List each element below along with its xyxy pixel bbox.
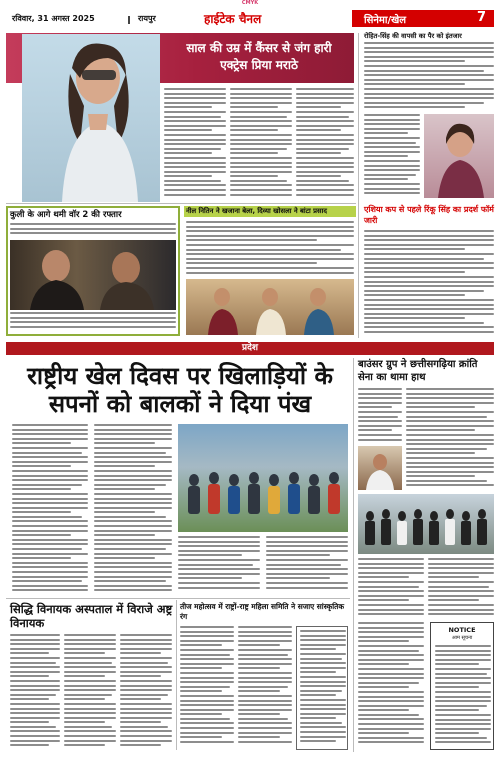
page-number: 7: [476, 10, 486, 25]
masthead-divider-left: [128, 16, 130, 24]
neel-headline: नील नितिन ने खजाना बेला, दिव्या खोसला ने बांटा प्रसाद: [186, 207, 327, 215]
ad-text: [300, 630, 346, 746]
priya-headline: [166, 40, 352, 74]
sports-article-col4: [266, 536, 348, 594]
lower-right-rule: [353, 358, 354, 752]
priya-article-col1: [164, 88, 226, 200]
singh-headline: एशिया कप से पहले रिंकू सिंह का प्रदर्श फॉर्म जारी: [364, 205, 494, 225]
teej-article-col1: [180, 626, 234, 750]
notice-subtitle: आम सूचना: [451, 635, 473, 641]
siddhi-article-col3: [120, 634, 172, 750]
neel-group-art: [186, 279, 354, 335]
upasana-headline: रोहित-सिंह की वापसी का पैर को इंतजार: [364, 32, 462, 40]
bouncer-headline: बाउंसर ग्रुप ने छत्तीसगढ़िया क्रांति सेना का थामा हाथ: [358, 359, 478, 383]
siddhi-article-col2: [64, 634, 116, 750]
priya-photo: [22, 34, 160, 202]
priya-headline-line2: एक्ट्रेस प्रिया मराठे: [220, 58, 298, 72]
teej-rule: [176, 600, 177, 750]
priya-headline-line1: साल की उम्र में कैंसर से जंग हारी: [186, 41, 332, 55]
ad-box: [296, 626, 348, 750]
siddhi-article-col1: [10, 634, 60, 750]
lower-rule: [6, 598, 350, 599]
cast-list: [364, 114, 420, 198]
pradesh-section-title: प्रदेश: [241, 343, 259, 353]
bouncer-inset-photo: [358, 446, 402, 490]
war2-headline: कुली के आगे थमी वॉर 2 की रफ्तार: [10, 210, 122, 220]
bouncer-article-col5: [358, 622, 424, 750]
priya-portrait-art: [22, 34, 160, 202]
paper-name: हाईटेक चैनल: [204, 12, 262, 26]
notice-text: [435, 645, 491, 747]
cmyk-mark: CMYK: [241, 0, 259, 6]
mid-rule: [6, 203, 356, 204]
bouncer-article-col3: [358, 558, 424, 618]
section-title: सिनेमा/खेल: [364, 15, 407, 26]
notice-title: NOTICE: [448, 626, 476, 634]
bouncer-article-col1: [358, 388, 402, 444]
bouncer-inset-art: [358, 446, 402, 490]
sports-article-col1: [12, 424, 88, 594]
date-line: रविवार, 31 अगस्त 2025: [12, 14, 95, 23]
war2-poster-art: [10, 240, 176, 310]
right-column-rule: [358, 33, 359, 338]
teej-article-col2: [238, 626, 292, 750]
war2-photo: [10, 240, 176, 310]
sports-article-col3: [178, 536, 260, 594]
notice-box: [430, 622, 494, 750]
bouncer-article-col2: [406, 388, 494, 490]
priya-article-col3: [296, 88, 354, 200]
section-banner: [352, 10, 494, 27]
upasana-article-text: [364, 42, 494, 112]
sports-article-col2: [94, 424, 172, 594]
sports-group-art: [178, 424, 348, 532]
siddhi-headline: सिद्धि विनायक अस्पताल में विराजे अष्ट्र विनायक: [10, 602, 173, 630]
bouncer-article-col4: [428, 558, 494, 618]
war2-article-text: [10, 312, 176, 334]
neel-article-text: [186, 221, 354, 277]
priya-article-col2: [230, 88, 292, 200]
neel-photo: [186, 279, 354, 335]
bouncer-group-art: [358, 494, 494, 554]
sports-day-photo: [178, 424, 348, 532]
sports-day-headline: राष्ट्रीय खेल दिवस पर खिलाड़ियों के सपनों को बालकों ने दिया पंख: [27, 362, 333, 418]
masthead: [6, 8, 494, 29]
teej-headline: तीज महोत्सव में राष्ट्रों-राष्ट्र महिला समिति ने सजाए सांस्कृतिक रंग: [180, 602, 345, 621]
singh-article-text: [364, 230, 494, 338]
bouncer-group-photo: [358, 494, 494, 554]
upasana-portrait-art: [424, 114, 494, 198]
war2-intro-text: [10, 223, 176, 239]
city-name: रायपुर: [138, 14, 156, 23]
upasana-photo: [424, 114, 494, 198]
